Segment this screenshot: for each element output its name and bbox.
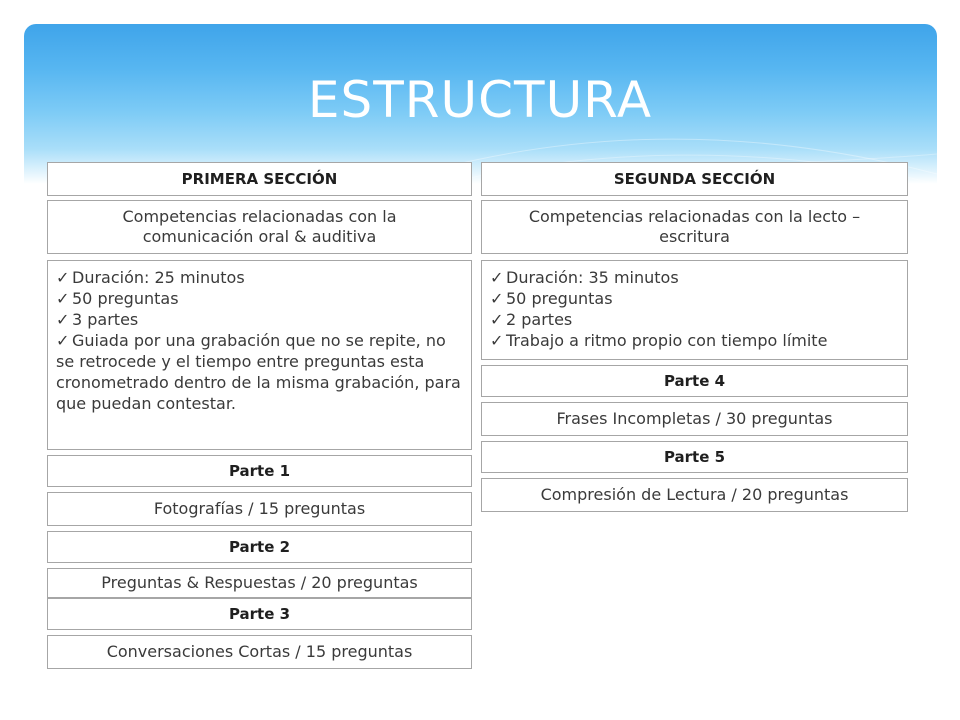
list-item-text: 50 preguntas (506, 289, 613, 308)
list-item (490, 267, 899, 288)
list-item-text: 3 partes (72, 310, 139, 329)
check-icon: ✓ (56, 310, 70, 329)
check-icon: ✓ (56, 289, 70, 308)
parte-3-detail (47, 635, 472, 669)
subtitle-line-2: comunicación oral & auditiva (142, 227, 377, 246)
parte-2-label-text: Parte 2 (228, 538, 291, 556)
list-item-text: Trabajo a ritmo propio con tiempo límite (506, 331, 828, 350)
primera-seccion-header-text: PRIMERA SECCIÓN (181, 170, 338, 188)
check-icon: ✓ (56, 331, 70, 350)
parte-4-detail (481, 402, 908, 436)
parte-3-label-text: Parte 3 (228, 605, 291, 623)
list-item-text: Duración: 35 minutos (506, 268, 679, 287)
parte-5-detail-text: Compresión de Lectura / 20 preguntas (540, 485, 849, 504)
check-icon: ✓ (490, 289, 504, 308)
parte-2-label (47, 531, 472, 563)
parte-4-label (481, 365, 908, 397)
parte-1-label (47, 455, 472, 487)
parte-5-label-text: Parte 5 (663, 448, 726, 466)
list-item (56, 288, 463, 309)
parte-4-label-text: Parte 4 (663, 372, 726, 390)
list-item (56, 309, 463, 330)
list-item (56, 267, 463, 288)
subtitle-line-2: escritura (659, 227, 730, 246)
parte-3-label (47, 598, 472, 630)
check-icon: ✓ (490, 268, 504, 287)
list-item (490, 288, 899, 309)
segunda-seccion-details (481, 260, 908, 360)
check-icon: ✓ (490, 331, 504, 350)
page-title: ESTRUCTURA (307, 71, 653, 129)
list-item (56, 330, 463, 414)
parte-2-detail-text: Preguntas & Respuestas / 20 preguntas (101, 573, 418, 592)
parte-3-detail-text: Conversaciones Cortas / 15 preguntas (106, 642, 413, 661)
subtitle-line-1: Competencias relacionadas con la (122, 207, 397, 226)
subtitle-line-1: Competencias relacionadas con la lecto – (528, 207, 861, 226)
primera-seccion-subtitle (47, 200, 472, 254)
parte-1-detail-text: Fotografías / 15 preguntas (153, 499, 366, 518)
parte-5-label (481, 441, 908, 473)
primera-seccion-header (47, 162, 472, 196)
parte-1-detail (47, 492, 472, 526)
segunda-seccion-header (481, 162, 908, 196)
primera-seccion-details (47, 260, 472, 450)
list-item-text: 2 partes (506, 310, 573, 329)
list-item-text: 50 preguntas (72, 289, 179, 308)
list-item (490, 330, 899, 351)
check-icon: ✓ (490, 310, 504, 329)
parte-4-detail-text: Frases Incompletas / 30 preguntas (556, 409, 833, 428)
parte-2-detail (47, 568, 472, 598)
segunda-seccion-subtitle (481, 200, 908, 254)
list-item (490, 309, 899, 330)
parte-1-label-text: Parte 1 (228, 462, 291, 480)
list-item-text: Guiada por una grabación que no se repite, no se retrocede y el tiempo entre preguntas esta cronometrado dentro de la misma grabación, para que puedan contestar. (56, 331, 461, 413)
list-item-text: Duración: 25 minutos (72, 268, 245, 287)
parte-5-detail (481, 478, 908, 512)
check-icon: ✓ (56, 268, 70, 287)
segunda-seccion-header-text: SEGUNDA SECCIÓN (613, 170, 776, 188)
